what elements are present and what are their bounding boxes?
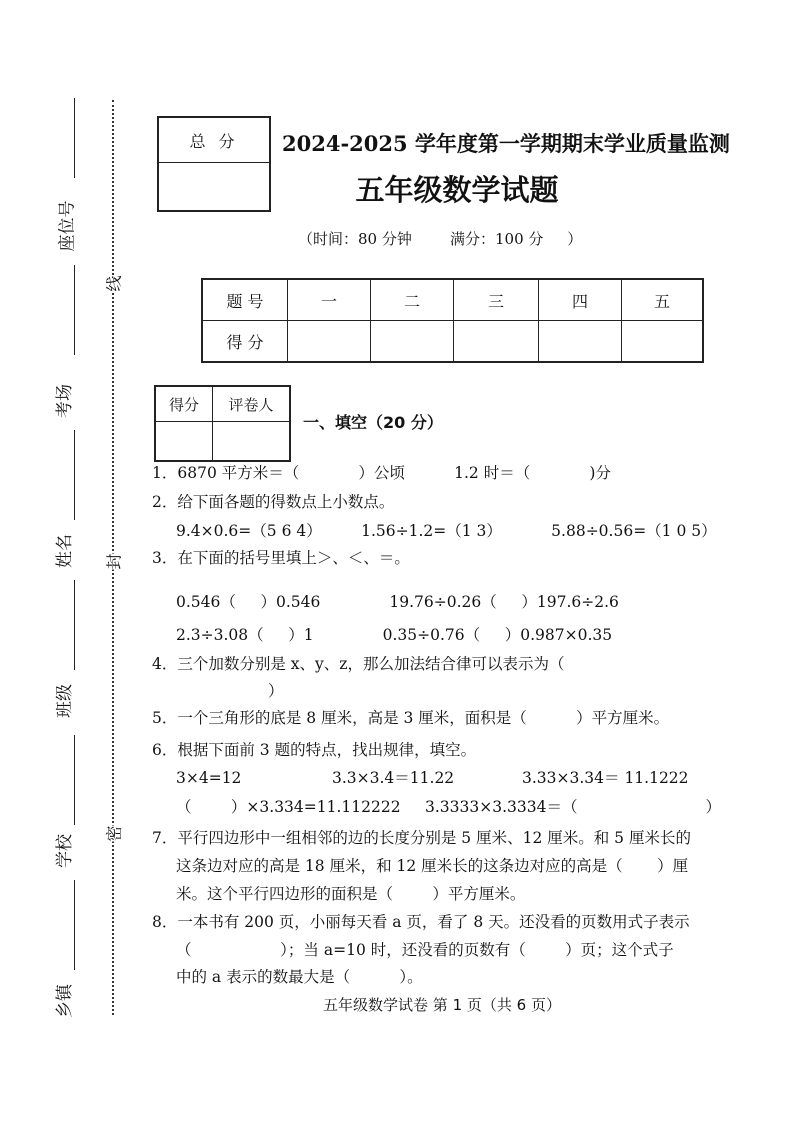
col-two: 二 xyxy=(371,279,454,321)
question-2: 2．给下面各题的得数点上小数点。 xyxy=(152,493,395,511)
grader-name-label: 评卷人 xyxy=(213,386,291,422)
question-6: 6．根据下面前 3 题的特点，找出规律，填空。 xyxy=(152,741,477,759)
question-5: 5．一个三角形的底是 8 厘米，高是 3 厘米，面积是（ ）平方厘米。 xyxy=(152,709,670,727)
exam-title: 2024-2025 学年度第一学期期末学业质量监测 xyxy=(282,131,730,156)
score-cell-4[interactable] xyxy=(539,321,622,363)
col-three: 三 xyxy=(454,279,539,321)
question-8-line-1: 8．一本书有 200 页，小丽每天看 a 页，看了 8 天。还没看的页数用式子表示 xyxy=(152,913,690,931)
question-7-line-3: 米。这个平行四边形的面积是（ ）平方厘米。 xyxy=(176,885,526,903)
binding-line-3 xyxy=(74,430,75,520)
question-4-close: ） xyxy=(268,682,284,700)
exam-subtitle: 五年级数学试题 xyxy=(355,173,559,207)
question-8-line-2: （ ）；当 a=10 时，还没看的页数有（ ）页；这个式子 xyxy=(176,941,674,959)
binding-line-5 xyxy=(74,735,75,825)
score-label: 得 分 xyxy=(202,321,288,363)
score-table-header-row xyxy=(202,279,703,321)
seal-label-seal: 封 xyxy=(100,553,127,569)
time-and-score-info: （时间：80 分钟 满分：100 分 ） xyxy=(298,230,583,248)
seat-number-label: 座位号 xyxy=(57,200,78,252)
score-cell-1[interactable] xyxy=(288,321,371,363)
question-3: 3．在下面的括号里填上＞、＜、＝。 xyxy=(152,549,410,567)
grader-score-label: 得分 xyxy=(155,386,213,422)
grader-box xyxy=(154,385,291,462)
question-number-label: 题 号 xyxy=(202,279,288,321)
class-label: 班级 xyxy=(55,684,75,718)
town-label: 乡镇 xyxy=(55,984,75,1018)
question-6-seq-2: 3.3×3.4＝11.22 xyxy=(332,769,455,787)
total-score-label: 总 分 xyxy=(159,118,269,163)
seal-label-line: 线 xyxy=(100,275,127,291)
grader-name-field[interactable] xyxy=(213,422,291,462)
page-footer: 五年级数学试卷 第 1 页（共 6 页） xyxy=(323,996,561,1014)
question-1: 1．6870 平方米＝（ ）公顷 1.2 时＝（ )分 xyxy=(152,464,611,482)
question-4: 4．三个加数分别是 x、y、z，那么加法结合律可以表示为（ xyxy=(152,655,565,673)
binding-line-4 xyxy=(74,580,75,670)
grader-score-field[interactable] xyxy=(155,422,213,462)
question-3-row-1: 0.546（ ）0.546 19.76÷0.26（ ）197.6÷2.6 xyxy=(176,593,619,611)
score-cell-5[interactable] xyxy=(622,321,704,363)
question-7-line-1: 7．平行四边形中一组相邻的边的长度分别是 5 厘米、12 厘米。和 5 厘米长的 xyxy=(152,829,691,847)
col-five: 五 xyxy=(622,279,704,321)
question-3-row-2: 2.3÷3.08（ ）1 0.35÷0.76（ ）0.987×0.35 xyxy=(176,626,613,644)
question-6-seq-4: （ ）×3.334=11.112222 xyxy=(176,798,401,816)
name-label: 姓名 xyxy=(55,534,75,568)
binding-line-1 xyxy=(74,98,75,178)
question-6-seq-1: 3×4=12 xyxy=(176,769,242,787)
question-6-seq-3: 3.33×3.34＝ 11.1222 xyxy=(522,769,689,787)
seal-label-secret: 密 xyxy=(100,825,127,841)
score-table xyxy=(201,278,704,363)
binding-line-2 xyxy=(74,265,75,355)
score-cell-2[interactable] xyxy=(371,321,454,363)
question-7-line-2: 这条边对应的高是 18 厘米，和 12 厘米长的这条边对应的高是（ ）厘 xyxy=(176,857,689,875)
score-table-score-row xyxy=(202,321,703,363)
score-cell-3[interactable] xyxy=(454,321,539,363)
binding-line-6 xyxy=(74,880,75,970)
col-one: 一 xyxy=(288,279,371,321)
col-four: 四 xyxy=(539,279,622,321)
question-2-items: 9.4×0.6=（5 6 4） 1.56÷1.2=（1 3） 5.88÷0.56=（1 0 5） xyxy=(176,522,717,540)
school-label: 学校 xyxy=(55,834,75,868)
question-8-line-3: 中的 a 表示的数最大是（ ）。 xyxy=(176,968,423,986)
section-title: 一、填空（20 分） xyxy=(303,413,443,432)
exam-room-label: 考场 xyxy=(55,384,75,418)
question-6-seq-5: 3.3333×3.3334＝（ ） xyxy=(425,798,722,816)
